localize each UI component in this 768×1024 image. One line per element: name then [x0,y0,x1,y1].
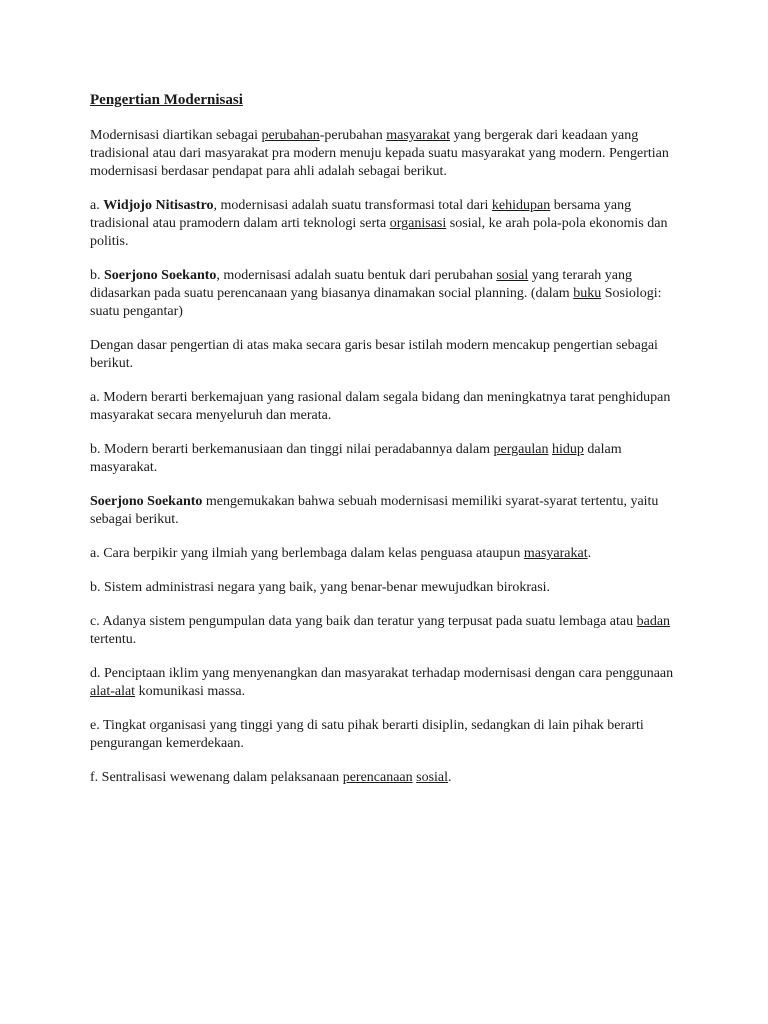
requirement-f [90,769,690,787]
link-organisasi[interactable]: organisasi [389,216,447,231]
expert-b-name: Soerjono Soekanto [104,268,217,283]
requirement-d-text-2: komunikasi massa. [135,684,246,699]
link-sosial-2[interactable]: sosial [416,770,449,785]
intro-paragraph [90,127,690,181]
modern-b-paragraph [90,441,690,477]
intro-text-1: Modernisasi diartikan sebagai [90,128,262,143]
requirement-c [90,613,690,649]
modern-b-text-3: dalam masyarakat. [90,442,622,475]
expert-b-marker: b. [90,268,104,283]
requirement-f-text-1: f. Sentralisasi wewenang dalam pelaksanaan [90,770,343,785]
requirements-intro-paragraph [90,493,690,529]
link-masyarakat[interactable]: masyarakat [386,128,450,143]
expert-a-text-2: bersama yang tradisional atau pramodern dalam arti teknologi serta [90,198,632,231]
page-title: Pengertian Modernisasi [90,92,243,108]
intro-text-3: yang bergerak dari keadaan yang tradisional atau dari masyarakat pra modern menuju kepada suatu masyarakat yang modern. Pengertian modernisasi berdasar pendapat para ahli adalah sebagai berikut. [90,128,669,179]
requirement-c-text-2: tertentu. [90,632,137,647]
expert-b-paragraph [90,267,690,321]
requirement-a-text-2: . [587,546,592,561]
requirement-f-text-3: . [448,770,452,785]
requirement-d-text-1: d. Penciptaan iklim yang menyenangkan dan masyarakat terhadap modernisasi dengan cara penggunaan [90,666,674,681]
requirement-d [90,665,690,701]
modern-b-text-1: b. Modern berarti berkemanusiaan dan tinggi nilai peradabannya dalam [90,442,494,457]
link-buku[interactable]: buku [573,286,602,301]
expert-a-paragraph [90,197,690,251]
expert-a-name: Widjojo Nitisastro [103,198,214,213]
requirement-a [90,545,690,563]
link-perubahan[interactable]: perubahan [261,128,320,143]
intro-text-2: -perubahan [319,128,387,143]
expert-b-text-2: yang terarah yang didasarkan pada suatu perencanaan yang biasanya dinamakan social planning. (dalam [90,268,633,301]
expert-b-text-3: Sosiologi: suatu pengantar) [90,286,662,319]
link-pergaulan[interactable]: pergaulan [493,442,549,457]
link-kehidupan[interactable]: kehidupan [491,198,551,213]
link-alat-alat[interactable]: alat-alat [90,684,136,699]
link-hidup[interactable]: hidup [551,442,584,457]
modern-a-paragraph: a. Modern berarti berkemajuan yang rasional dalam segala bidang dan meningkatnya tarat penghidupan masyarakat secara menyeluruh dan merata. [90,390,671,423]
requirement-b: b. Sistem administrasi negara yang baik, yang benar-benar mewujudkan birokrasi. [90,580,551,595]
link-perencanaan[interactable]: perencanaan [342,770,413,785]
expert-a-text-1: , modernisasi adalah suatu transformasi total dari [213,198,492,213]
document-body [90,90,690,803]
summary-paragraph: Dengan dasar pengertian di atas maka secara garis besar istilah modern mencakup pengertian sebagai berikut. [90,338,658,371]
requirements-author-name: Soerjono Soekanto [90,494,203,509]
requirement-e: e. Tingkat organisasi yang tinggi yang di satu pihak berarti disiplin, sedangkan di lain pihak berarti pengurangan kemerdekaan. [90,718,644,751]
requirement-a-text-1: a. Cara berpikir yang ilmiah yang berlembaga dalam kelas penguasa ataupun [90,546,524,561]
link-badan[interactable]: badan [636,614,671,629]
expert-b-text-1: , modernisasi adalah suatu bentuk dari perubahan [216,268,497,283]
link-masyarakat-2[interactable]: masyarakat [523,546,588,561]
requirements-intro-text: mengemukakan bahwa sebuah modernisasi memiliki syarat-syarat tertentu, yaitu sebagai berikut. [90,494,659,527]
expert-a-text-3: sosial, ke arah pola-pola ekonomis dan politis. [90,216,668,249]
link-sosial[interactable]: sosial [496,268,529,283]
expert-a-marker: a. [90,198,104,213]
requirement-c-text-1: c. Adanya sistem pengumpulan data yang baik dan teratur yang terpusat pada suatu lembaga atau [90,614,637,629]
